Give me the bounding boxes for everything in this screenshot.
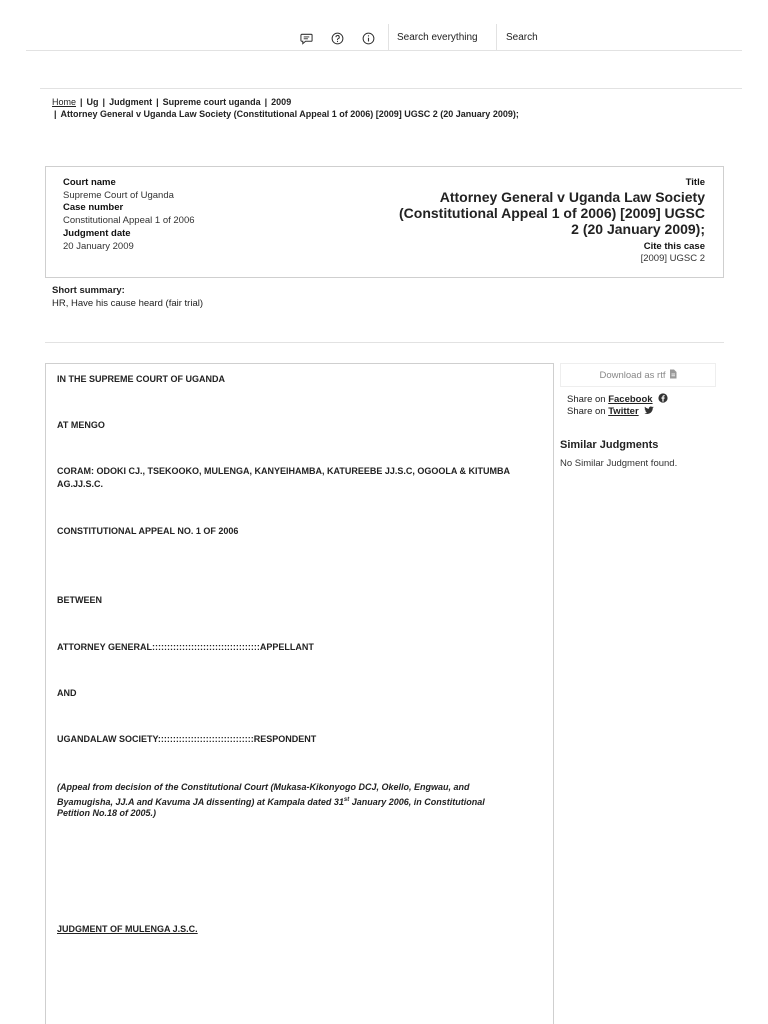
case-info-card bbox=[45, 166, 724, 278]
short-summary bbox=[52, 285, 203, 310]
court-name-label: Court name bbox=[63, 177, 116, 188]
judgment-appeal-from-end: Petition No.18 of 2005.) bbox=[57, 808, 157, 818]
breadcrumb-item-ug[interactable]: Ug bbox=[86, 97, 99, 107]
facebook-icon[interactable] bbox=[658, 393, 668, 407]
judgment-location: AT MENGO bbox=[57, 420, 105, 430]
breadcrumb-item-year[interactable]: 2009 bbox=[271, 97, 292, 107]
judgment-respondent: UGANDALAW SOCIETY::::::::::::::::::::::::::::::::RESPONDENT bbox=[57, 734, 317, 744]
breadcrumb-separator: | bbox=[80, 97, 83, 107]
case-title-line: (Constitutional Appeal 1 of 2006) [2009] UGSC bbox=[399, 205, 705, 221]
download-label: Download as rtf bbox=[599, 369, 666, 381]
top-bar bbox=[26, 22, 742, 51]
judgment-between: BETWEEN bbox=[57, 595, 102, 605]
summary-label: Short summary: bbox=[52, 285, 125, 296]
twitter-icon[interactable] bbox=[644, 406, 654, 419]
judgment-date: 20 January 2009 bbox=[63, 240, 134, 252]
breadcrumb-separator: | bbox=[102, 97, 106, 107]
breadcrumb-item-judgment[interactable]: Judgment bbox=[109, 97, 153, 107]
judgment-date-label: Judgment date bbox=[63, 227, 131, 239]
share-facebook bbox=[567, 393, 668, 407]
case-title-line: Attorney General v Uganda Law Society bbox=[439, 189, 705, 205]
case-title-line: 2 (20 January 2009); bbox=[571, 221, 705, 237]
breadcrumb bbox=[52, 96, 732, 120]
case-number: Constitutional Appeal 1 of 2006 bbox=[63, 215, 195, 227]
search-input[interactable] bbox=[388, 24, 497, 50]
judgment-body bbox=[45, 363, 554, 1024]
breadcrumb-separator: | bbox=[54, 109, 57, 119]
twitter-link[interactable]: Twitter bbox=[608, 406, 639, 417]
cite-value[interactable]: [2009] UGSC 2 bbox=[640, 253, 705, 264]
share-prefix: Share on bbox=[567, 406, 606, 417]
judgment-appeal-number: CONSTITUTIONAL APPEAL NO. 1 OF 2006 bbox=[57, 526, 239, 536]
case-title-block bbox=[365, 177, 705, 265]
judgment-coram-cont: AG.JJ.S.C. bbox=[57, 479, 104, 489]
judgment-appeal-from: (Appeal from decision of the Constitutional Court (Mukasa-Kikonyogo DCJ, Okello, Engwau, and bbox=[57, 782, 470, 792]
breadcrumb-row bbox=[52, 96, 732, 108]
court-name: Supreme Court of Uganda bbox=[63, 189, 174, 201]
cite-label: Cite this case bbox=[643, 241, 705, 252]
case-details bbox=[63, 177, 195, 253]
divider bbox=[45, 342, 724, 343]
judgment-appellant: ATTORNEY GENERAL::::::::::::::::::::::::::::::::::::APPELLANT bbox=[57, 642, 314, 652]
similar-judgments-empty: No Similar Judgment found. bbox=[560, 458, 678, 469]
case-title bbox=[365, 189, 705, 237]
help-icon[interactable] bbox=[329, 30, 346, 47]
feedback-icon[interactable] bbox=[298, 30, 315, 47]
info-icon[interactable] bbox=[360, 30, 377, 47]
download-rtf-button[interactable] bbox=[560, 363, 716, 387]
divider bbox=[40, 88, 742, 89]
judgment-and: AND bbox=[57, 688, 77, 698]
summary-text: HR, Have his cause heard (fair trial) bbox=[52, 297, 203, 309]
appeal-from-superscript: st bbox=[343, 797, 350, 803]
search-button[interactable]: Search bbox=[498, 24, 546, 50]
share-prefix: Share on bbox=[567, 394, 606, 405]
similar-judgments-title: Similar Judgments bbox=[560, 439, 659, 451]
breadcrumb-home-link[interactable]: Home bbox=[52, 97, 77, 107]
share-twitter bbox=[567, 406, 654, 419]
document-icon bbox=[669, 369, 677, 382]
topbar-icons bbox=[298, 30, 377, 47]
breadcrumb-separator: | bbox=[264, 97, 268, 107]
facebook-link[interactable]: Facebook bbox=[608, 394, 653, 405]
title-label: Title bbox=[685, 177, 705, 188]
appeal-from-text: January 2006, in Constitutional bbox=[349, 797, 485, 807]
appeal-from-text: Byamugisha, JJ.A and Kavuma JA dissenting) at Kampala dated 31 bbox=[57, 797, 344, 807]
judgment-court: IN THE SUPREME COURT OF UGANDA bbox=[57, 374, 226, 384]
judgment-heading: JUDGMENT OF MULENGA J.S.C. bbox=[57, 924, 198, 934]
breadcrumb-separator: | bbox=[156, 97, 159, 107]
case-number-label: Case number bbox=[63, 202, 124, 214]
breadcrumb-item-court[interactable]: Supreme court uganda bbox=[162, 97, 261, 107]
judgment-coram: CORAM: ODOKI CJ., TSEKOOKO, MULENGA, KANYEIHAMBA, KATUREEBE JJ.S.C, OGOOLA & KITUMBA bbox=[57, 466, 511, 476]
breadcrumb-current: Attorney General v Uganda Law Society (Constitutional Appeal 1 of 2006) [2009] UGSC 2 (20 January 2009); bbox=[60, 109, 519, 119]
breadcrumb-current-row bbox=[52, 108, 732, 120]
